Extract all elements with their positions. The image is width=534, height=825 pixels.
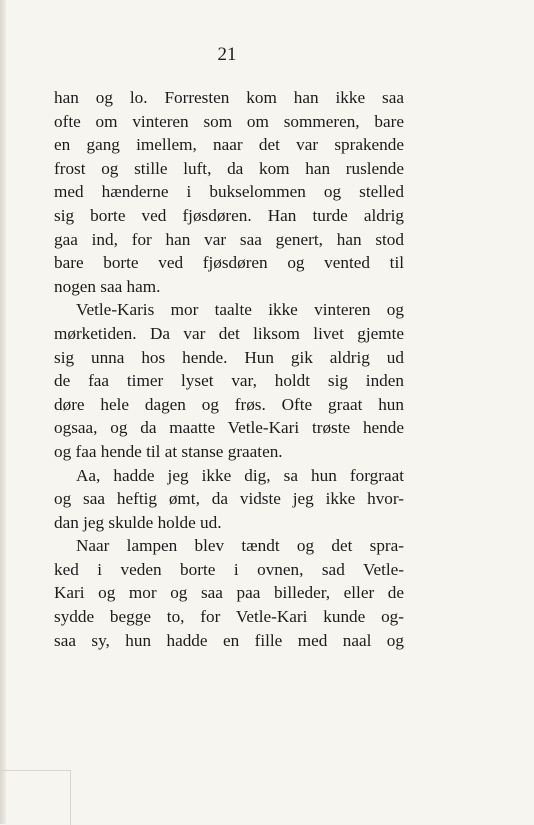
text-line: bare borte ved fjøsdøren og vented til bbox=[54, 253, 404, 273]
text-line: sig borte ved fjøsdøren. Han turde aldrig bbox=[54, 205, 404, 225]
page-edge bbox=[0, 0, 6, 824]
text-line: ked i veden borte i ovnen, sad Vetle- bbox=[54, 559, 404, 579]
text-line: Kari og mor og saa paa billeder, eller de bbox=[54, 583, 404, 603]
text-line: sig unna hos hende. Hun gik aldrig ud bbox=[54, 347, 404, 367]
text-line: ogsaa, og da maatte Vetle-Kari trøste hende bbox=[54, 418, 404, 438]
text-line: Aa, hadde jeg ikke dig, sa hun forgraat bbox=[76, 465, 404, 485]
text-line: Naar lampen blev tændt og det spra- bbox=[76, 536, 404, 556]
text-line: sydde begge to, for Vetle-Kari kunde og- bbox=[54, 607, 404, 627]
page-number: 21 bbox=[217, 44, 237, 65]
text-line: dan jeg skulde holde ud. bbox=[54, 512, 222, 532]
paragraph bbox=[54, 298, 404, 463]
text-line: nogen saa ham. bbox=[54, 276, 161, 296]
text-line: og faa hende til at stanse graaten. bbox=[54, 441, 283, 461]
text-line: frost og stille luft, da kom han ruslende bbox=[54, 158, 404, 178]
text-line: en gang imellem, naar det var sprakende bbox=[54, 135, 404, 155]
text-line: han og lo. Forresten kom han ikke saa bbox=[54, 88, 404, 107]
text-line: døre hele dagen og frøs. Ofte graat hun bbox=[54, 394, 404, 414]
paragraph bbox=[54, 464, 404, 535]
text-line: mørketiden. Da var det liksom livet gjemte bbox=[54, 323, 404, 343]
paragraph bbox=[54, 86, 404, 298]
page-crease bbox=[0, 770, 71, 825]
text-line: Vetle-Karis mor taalte ikke vinteren og bbox=[76, 300, 404, 320]
text-line: med hænderne i bukselommen og stelled bbox=[54, 182, 404, 202]
text-line: gaa ind, for han var saa genert, han stod bbox=[54, 229, 404, 249]
text-line: saa sy, hun hadde en fille med naal og bbox=[54, 630, 404, 650]
body-text bbox=[54, 86, 404, 652]
paragraph bbox=[54, 534, 404, 652]
text-line: de faa timer lyset var, holdt sig inden bbox=[54, 371, 404, 391]
text-line: og saa heftig ømt, da vidste jeg ikke hvor- bbox=[54, 489, 404, 509]
text-line: ofte om vinteren som om sommeren, bare bbox=[54, 111, 404, 131]
